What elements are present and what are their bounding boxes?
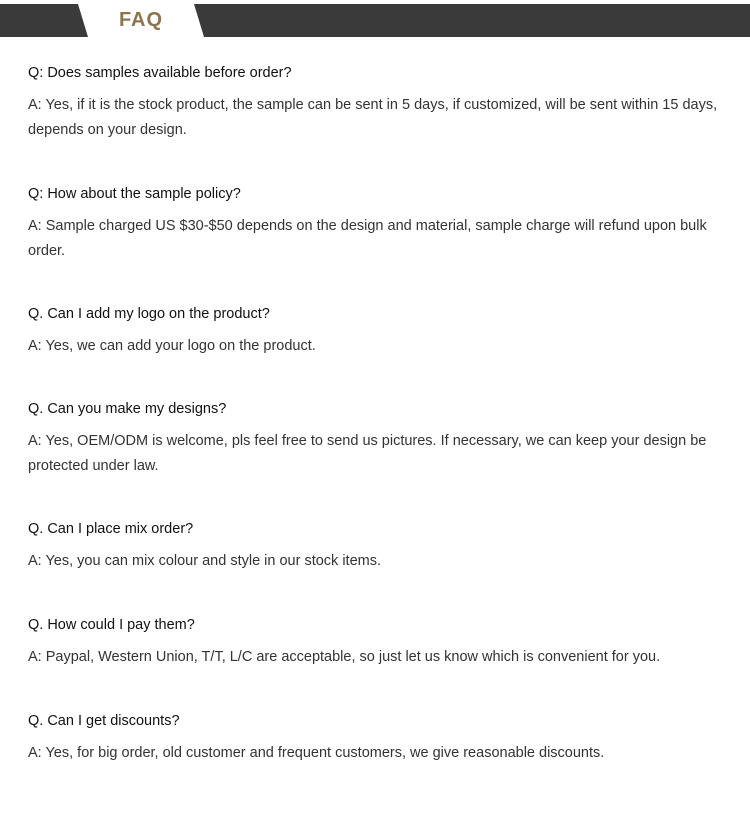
faq-answer: A: Paypal, Western Union, T/T, L/C are acceptable, so just let us know which is convenient for you.: [28, 649, 661, 665]
faq-question: Q. Can I place mix order?: [28, 521, 194, 537]
faq-item-5: [28, 519, 728, 574]
faq-question: Q. Can I add my logo on the product?: [28, 306, 270, 322]
faq-question: Q: How about the sample policy?: [28, 186, 241, 202]
faq-title: FAQ: [118, 9, 164, 31]
faq-list: [28, 60, 728, 766]
faq-answer: A: Yes, for big order, old customer and frequent customers, we give reasonable discounts.: [28, 745, 605, 761]
faq-answer: A: Yes, OEM/ODM is welcome, pls feel free to send us pictures. If necessary, we can keep your design be protected under law.: [28, 433, 707, 474]
faq-item-4: [28, 399, 728, 479]
faq-header-tab: [78, 4, 204, 37]
faq-item-1: [28, 63, 728, 143]
faq-item-6: [28, 615, 728, 670]
faq-item-3: [28, 304, 728, 359]
faq-question: Q. Can I get discounts?: [28, 713, 180, 729]
faq-question: Q: Does samples available before order?: [28, 65, 292, 81]
faq-answer: A: Yes, you can mix colour and style in our stock items.: [28, 553, 381, 569]
faq-question: Q. Can you make my designs?: [28, 401, 227, 417]
faq-answer: A: Yes, we can add your logo on the product.: [28, 338, 316, 354]
faq-answer: A: Sample charged US $30-$50 depends on the design and material, sample charge will refund upon bulk order.: [28, 218, 707, 259]
faq-item-2: [28, 184, 728, 264]
faq-question: Q. How could I pay them?: [28, 617, 195, 633]
faq-answer: A: Yes, if it is the stock product, the sample can be sent in 5 days, if customized, will be sent within 15 days, depends on your design.: [28, 97, 718, 138]
faq-item-7: [28, 711, 728, 766]
